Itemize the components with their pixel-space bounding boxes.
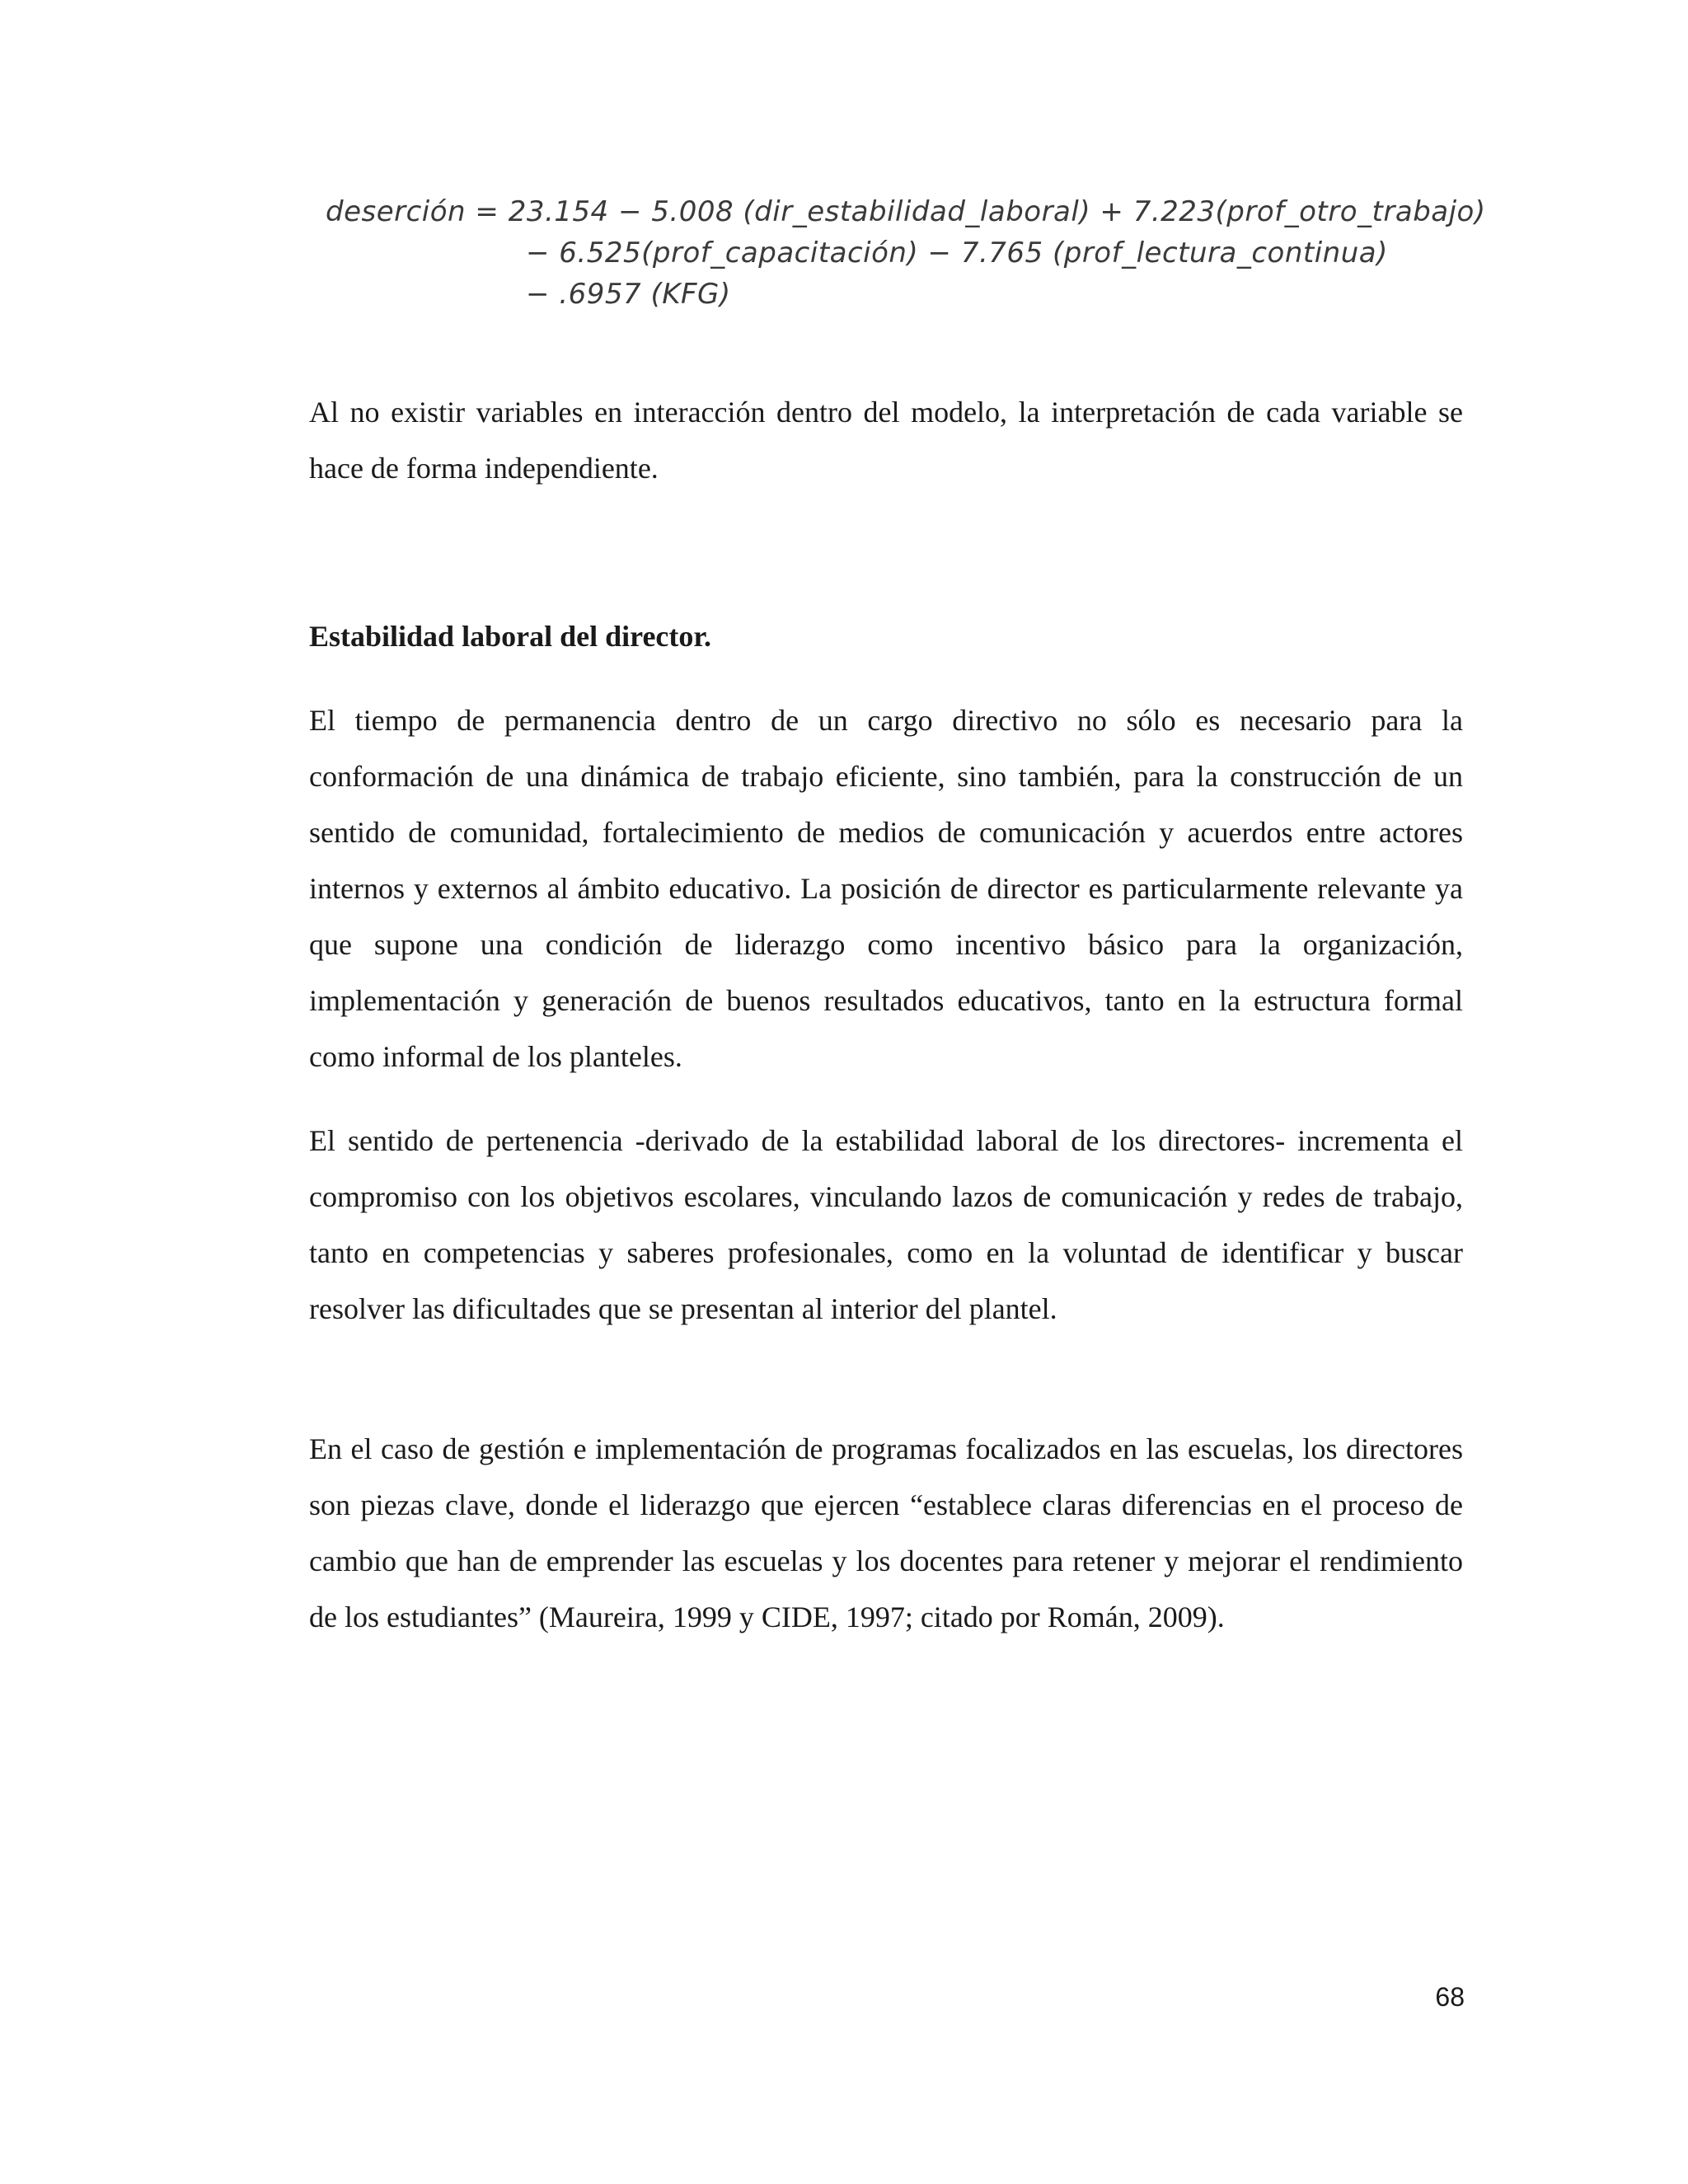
- equation-line-3: − .6957 (KFG): [526, 278, 731, 311]
- page-number: 68: [1435, 1982, 1465, 2012]
- equation-line-1: deserción = 23.154 − 5.008 (dir_estabilidad_laboral) + 7.223(prof_otro_trabajo): [326, 195, 1486, 228]
- paragraph-pertenencia: El sentido de pertenencia -derivado de la estabilidad laboral de los directores- incrementa el compromiso con los objetivos escolares, vinculando lazos de comunicación y redes de trabajo, tanto en competencias y saberes profesionales, como en la voluntad de identificar y buscar resolver las dificultades que se presentan al interior del plantel.: [309, 1124, 1463, 1325]
- body-text: [309, 384, 1463, 1633]
- section-heading: Estabilidad laboral del director.: [309, 620, 712, 653]
- paragraph-permanencia: El tiempo de permanencia dentro de un cargo directivo no sólo es necesario para la conformación de una dinámica de trabajo eficiente, sino también, para la construcción de un sentido de comunidad, fortalecimiento de medios de comunicación y acuerdos entre actores internos y externos al ámbito educativo. La posición de director es particularmente relevante ya que supone una condición de liderazgo como incentivo básico para la organización, implementación y generación de buenos resultados educativos, tanto en la estructura formal como informal de los planteles.: [309, 704, 1463, 1073]
- paragraph-programas: En el caso de gestión e implementación de programas focalizados en las escuelas, los directores son piezas clave, donde el liderazgo que ejercen “establece claras diferencias en el proceso de cambio que han de emprender las escuelas y los docentes para retener y mejorar el rendimiento de los estudiantes” (Maureira, 1999 y CIDE, 1997; citado por Román, 2009).: [309, 1432, 1463, 1633]
- regression-equation: [326, 191, 1486, 315]
- intro-paragraph: Al no existir variables en interacción dentro del modelo, la interpretación de cada variable se hace de forma independiente.: [309, 396, 1463, 485]
- equation-line-2: − 6.525(prof_capacitación) − 7.765 (prof_lectura_continua): [526, 237, 1388, 269]
